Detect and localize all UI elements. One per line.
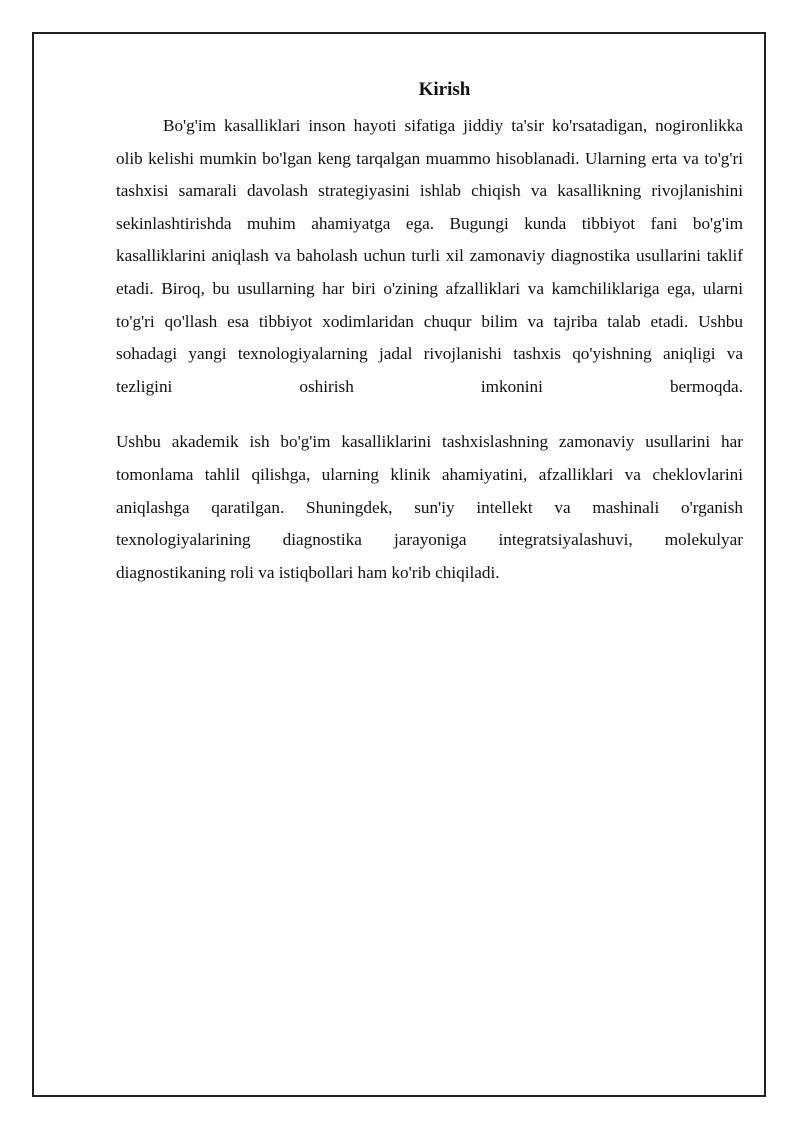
paragraph-intro: Bo'g'im kasalliklari inson hayoti sifatiga jiddiy ta'sir ko'rsatadigan, nogironlikka olib kelishi mumkin bo'lgan keng tarqalgan muammo hisoblanadi. Ularning erta va to'g'ri tashxisi samarali davolash strategiyasini ishlab chiqish va kasallikning rivojlanishini sekinlashtirishda muhim ahamiyatga ega. Bugungi kunda tibbiyot fani bo'g'im kasalliklarini aniqlash va baholash uchun turli xil zamonaviy diagnostika usullarini taklif etadi. Biroq, bu usullarning har biri o'zining afzalliklari va kamchiliklariga ega, ularni to'g'ri qo'llash esa tibbiyot xodimlaridan chuqur bilim va tajriba talab etadi. Ushbu sohadagi yangi texnologiyalarning jadal rivojlanishi tashxis qo'yishning aniqligi va tezligini oshirish imkonini bermoqda. <box>116 116 743 396</box>
paragraph-spacer <box>116 403 743 426</box>
section-heading: Kirish <box>418 79 471 100</box>
paragraph-purpose: Ushbu akademik ish bo'g'im kasalliklarini tashxislashning zamonaviy usullarini har tomonlama tahlil qilishga, ularning klinik ahamiyatini, afzalliklari va cheklovlarini aniqlashga qaratilgan. Shuningdek, sun'iy intellekt va mashinali o'rganish texnologiyalarining diagnostika jarayoniga integratsiyalashuvi, molekulyar diagnostikaning roli va istiqbollari ham ko'rib chiqiladi. <box>116 432 743 582</box>
document-body <box>116 78 743 589</box>
page-border <box>32 32 766 1097</box>
